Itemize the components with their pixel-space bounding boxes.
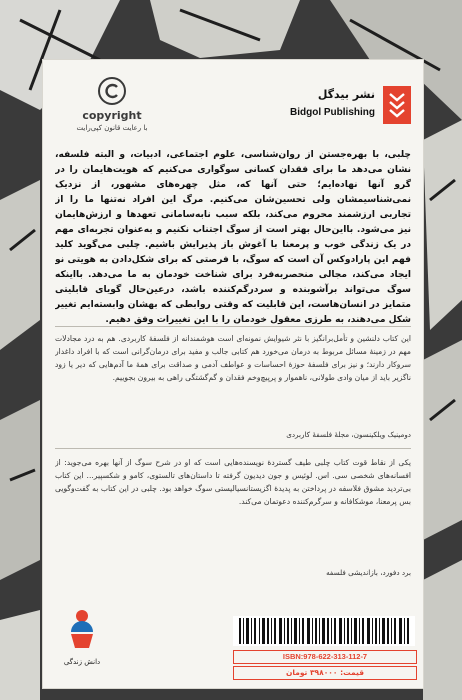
copyright-icon [97,76,127,106]
book-description: چلبی، با بهره‌جستن از روان‌شناسی، علوم اجتماعی، ادبیات، و البته فلسفه، نشان می‌دهد ما برای فقدان کسانی سوگواری می‌کنیم که هویت‌هایمان را در گرو آنها نهاده‌ایم؛ حتی آنها که، مثل چهره‌های مشهور، از نزدیک نمی‌شناسیمشان ولی تحسین‌شان می‌کنیم. مرگ این افراد نه‌تنها ما را از تجاربی ارزشمند محروم می‌کند، بلکه سبب نابه‌سامانی تعهدها و ارزش‌هایمان نیز می‌شود. بااین‌حال بهتر است از سوگ اجتناب نکنیم و به‌عنوان تجربه‌ای مهم در یک زندگی خوب و پرمعنا با آغوش باز پذیرایش باشیم. چلبی می‌گوید کلید فهم این پارادوکس آن است که سوگ، با فرصتی که برای شکل‌دادن به هویتی نو ایجاد می‌کند، مجالی منحصربه‌فرد برای شناخت خودمان به ما می‌دهد. بااینکه سوگ می‌تواند برآشوبنده و سردرگم‌کننده باشد، درعین‌حال گویای قابلیتی متمایز در انسان‌هاست، این قابلیت که وقتی روابطی که بهشان وابسته‌ایم تغییر شکل می‌دهند، به طرزی معقول خودمان را با این تغییرات وفق دهیم. [55,150,411,325]
barcode-icon [233,616,415,646]
back-cover-panel [43,60,423,688]
isbn-label: ISBN:978-622-313-112-7 [233,650,417,664]
copyright-note: با رعایت قانون کپی‌رایت [76,124,148,132]
barcode-block [233,616,415,678]
divider [55,326,411,327]
price-label: قیمت: ۳۹۸۰۰۰ تومان [233,666,417,680]
copyright-label: copyright [82,109,142,122]
review-author-2: برد دفورد، بازاندیشی فلسفه [326,568,411,577]
panel-header [43,60,423,152]
publisher-logo-icon [383,86,411,124]
review-quote-2: یکی از نقاط قوت کتاب چلبی طیف گستردهٔ نویسنده‌هایی است که او در شرح سوگ از آنها بهره می‌جوید: از افسانه‌های شخصی سی. اس. لوئیس و جون دیدیون گرفته تا داستان‌های تالستوی، کامو و شکسپیر... این کتاب بی‌تردید مشوق فلاسفه در پرداختن به پدیدهٔ اگزیستانسیالیستی سوگ خواهد بود. چلبی در این کتاب به گفت‌وگویی بس پرمعنا، موشکافانه و سرگرم‌کننده دعوتمان می‌کند. [55,458,411,506]
review-quote-1: این کتاب دلنشین و تأمل‌برانگیز با نثر شیوایش نمونه‌ای است هوشمندانه از فلسفهٔ کاربردی. هم به درد مجادلات مهم در زمینهٔ مسائل مربوط به درمان می‌خورد هم کتابی جالب و مفید برای درمان‌گرانی است که با افراد داغدار سروکار دارند؛ و نیز برای فلسفهٔ حوزهٔ احساسات و عواطف آدمی و صداقت برای همهٔ ما آدم‌هایی که دیر یا زود ناگزیر باید از میان وادی طولانی، ناهموار و پرپیچ‌وخم فقدان و گم‌گشتگی راهی به بیرون بجوییم. [55,334,411,382]
publisher-name [290,88,375,118]
publisher-name-en: Bidgol Publishing [290,107,375,118]
publisher-name-fa: نشر بیدگل [317,88,375,101]
imprint-name: دانش زندگی [63,658,101,666]
copyright-badge [57,76,167,146]
imprint-logo-icon [65,608,99,652]
publisher-logo-block [201,86,411,146]
imprint-logo-block [57,608,107,678]
divider [55,448,411,449]
review-author-1: دومینیک ویلکینسون، مجلهٔ فلسفهٔ کاربردی [286,430,411,439]
